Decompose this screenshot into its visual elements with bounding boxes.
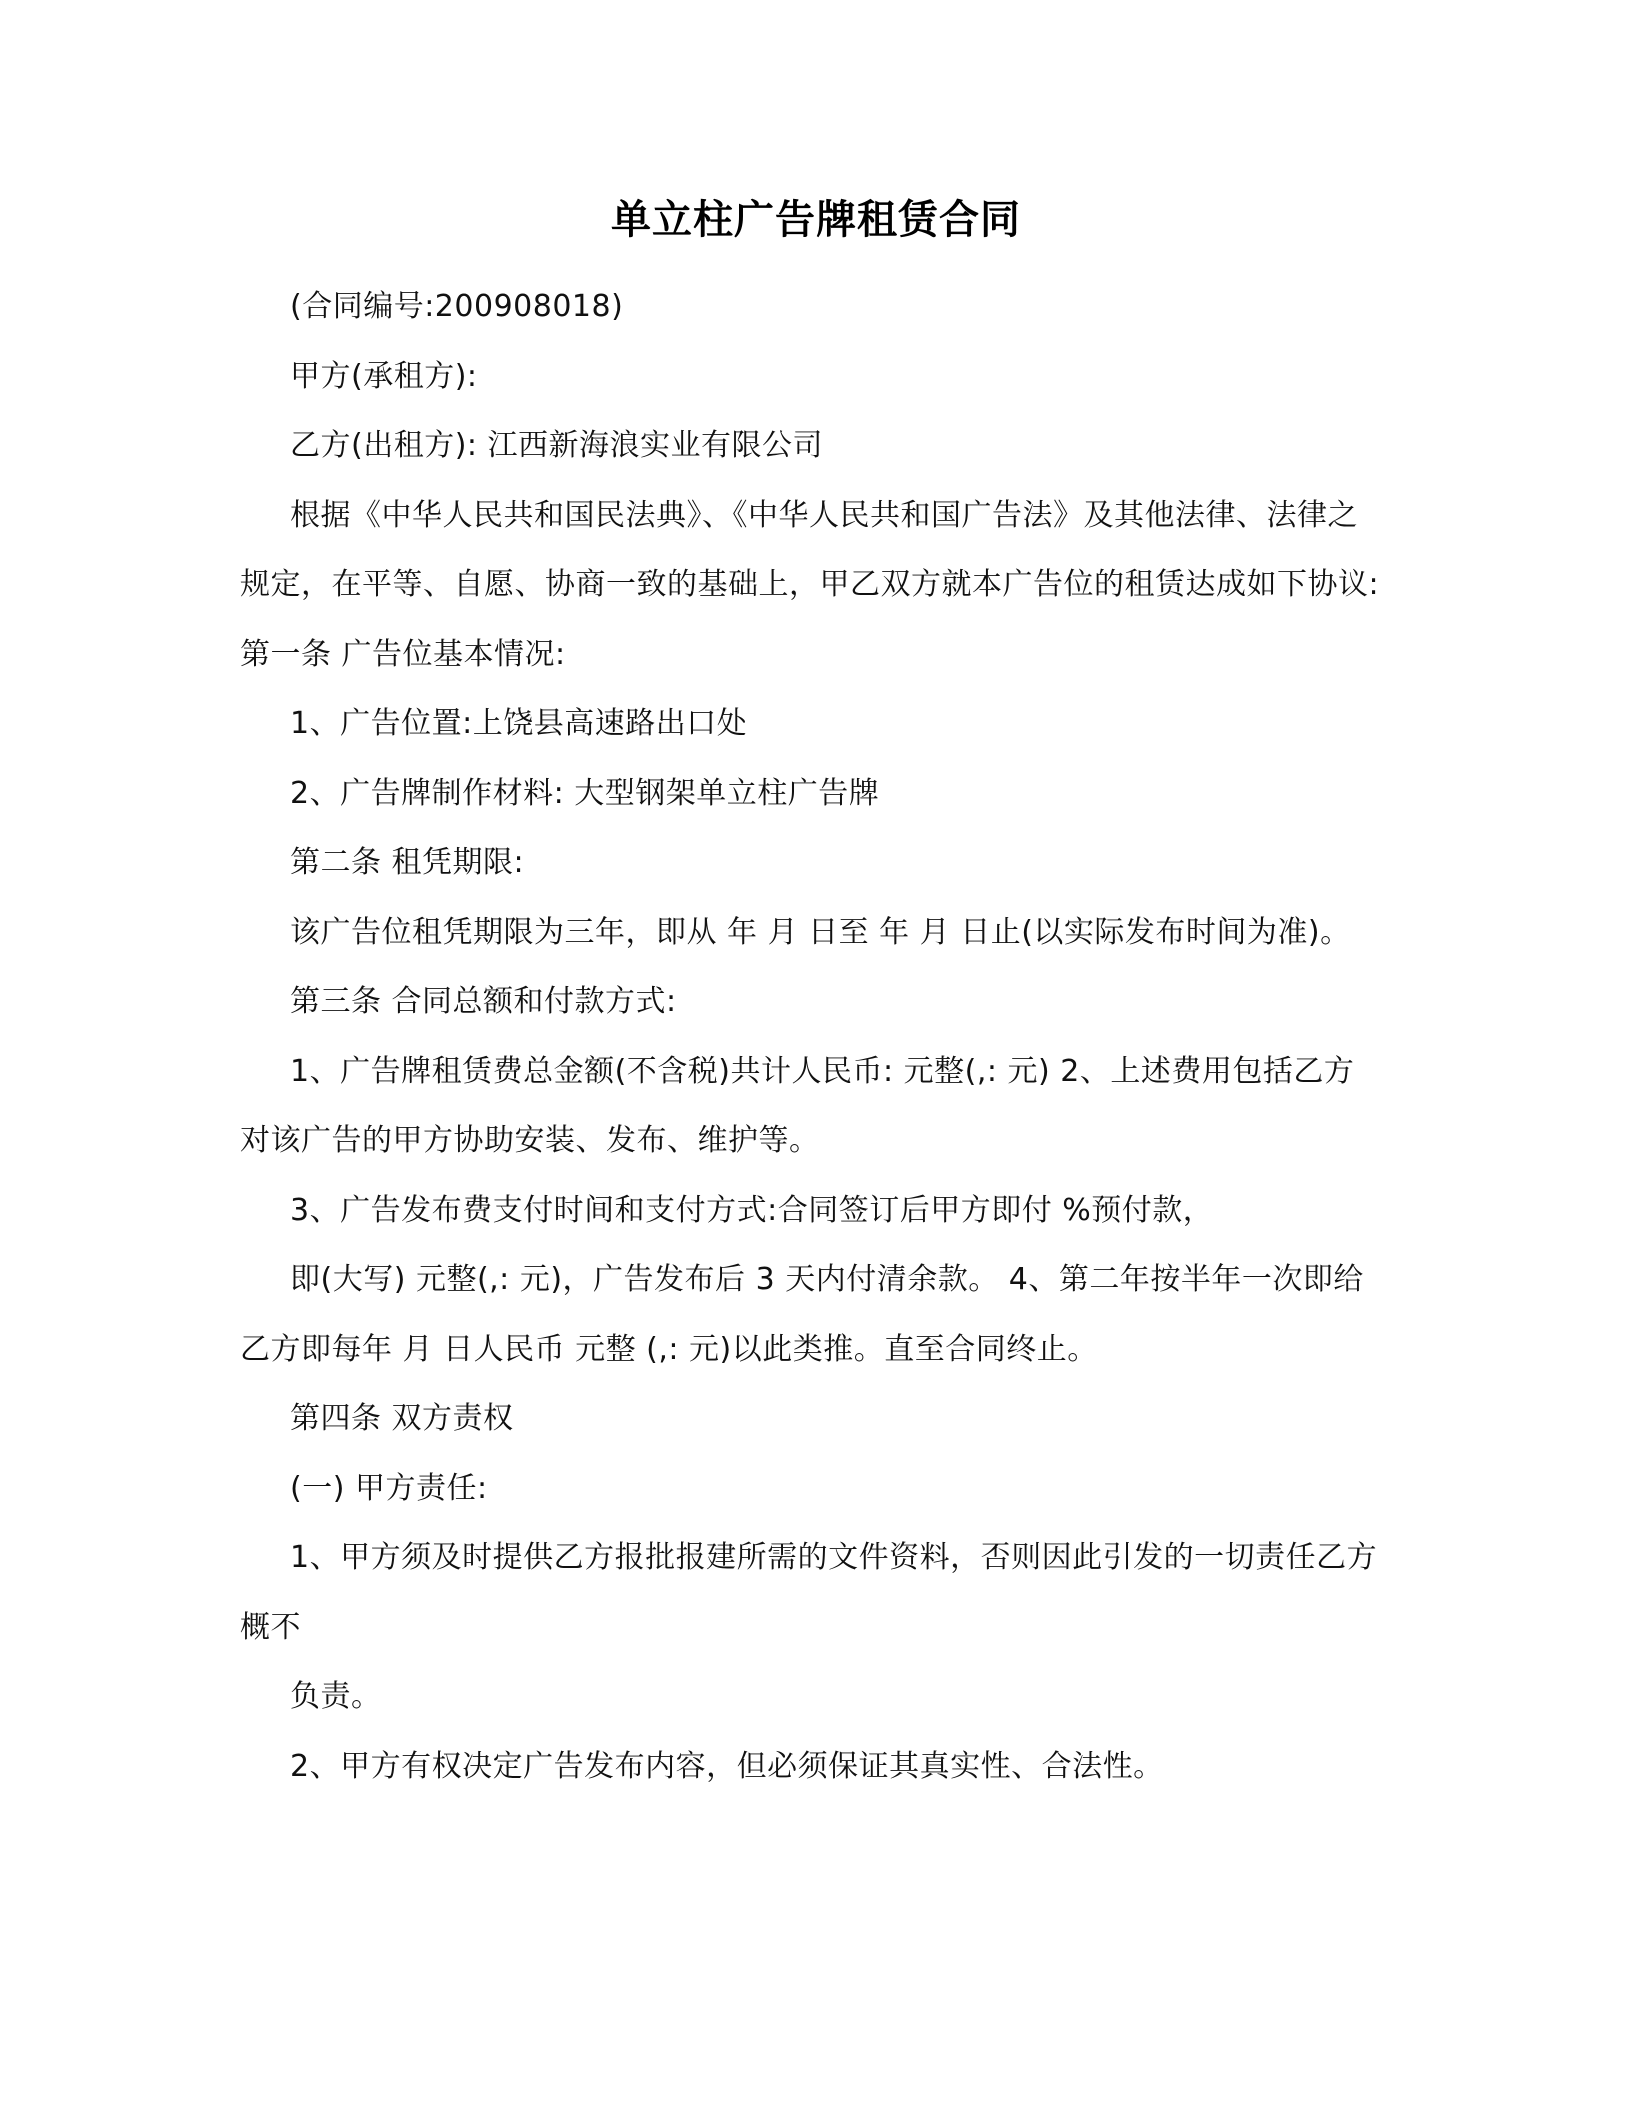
document-body (240, 272, 1380, 1801)
clause-3-item-3: 3、广告发布费支付时间和支付方式:合同签订后甲方即付 %预付款， (290, 1192, 1214, 1228)
clause-1-item-2: 2、广告牌制作材料: 大型钢架单立柱广告牌 (290, 775, 880, 811)
clause-3-items-1-2: 1、广告牌租赁费总金额(不含税)共计人民币: 元整(,: 元) 2、上述费用包括乙方对该广告的甲方协助安装、发布、维护等。 (240, 1053, 1355, 1158)
document-title: 单立柱广告牌租赁合同 (611, 197, 1021, 243)
clause-3-payment: 即(大写) 元整(,: 元)，广告发布后 3 天内付清余款。 4、第二年按半年一次即给乙方即每年 月 日人民币 元整 (,: 元)以此类推。直至合同终止。 (240, 1262, 1364, 1367)
party-a-duty-2: 2、甲方有权决定广告发布内容，但必须保证其真实性、合法性。 (290, 1748, 1164, 1784)
preamble-paragraph: 根据《中华人民共和国民法典》、《中华人民共和国广告法》及其他法律、法律之规定，在平等、自愿、协商一致的基础上，甲乙双方就本广告位的租赁达成如下协议: 第一条 广告位基本情况: (240, 497, 1380, 672)
clause-3-heading: 第三条 合同总额和付款方式: (290, 984, 677, 1019)
clause-4-heading: 第四条 双方责权 (290, 1401, 514, 1436)
party-a-duty-1: 1、甲方须及时提供乙方报批报建所需的文件资料，否则因此引发的一切责任乙方概不 (240, 1540, 1378, 1645)
party-a-duties-heading: (一) 甲方责任: (290, 1470, 488, 1506)
clause-2-heading: 第二条 租凭期限: (290, 845, 525, 880)
contract-number: (合同编号:200908018) (290, 289, 624, 324)
party-b: 乙方(出租方): 江西新海浪实业有限公司 (290, 428, 824, 463)
clause-2-text: 该广告位租凭期限为三年，即从 年 月 日至 年 月 日止(以实际发布时间为准)。 (290, 914, 1351, 950)
party-a-duty-1-continued: 负责。 (290, 1679, 382, 1714)
clause-1-item-1: 1、广告位置:上饶县高速路出口处 (290, 706, 748, 741)
party-a: 甲方(承租方): (290, 358, 478, 394)
